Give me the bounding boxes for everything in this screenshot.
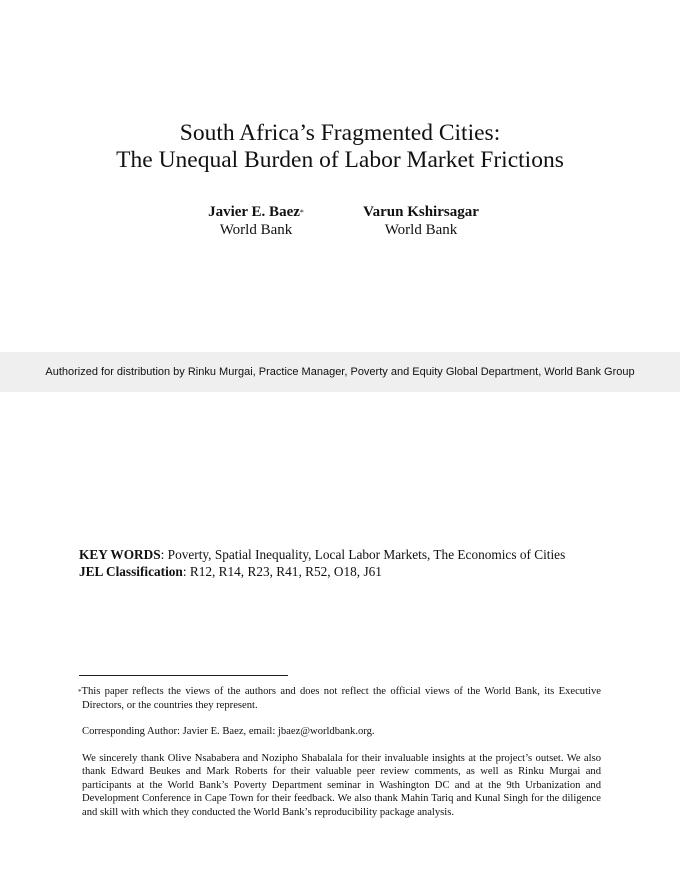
footnote-acknowledgements: We sincerely thank Olive Nsababera and Nozipho Shabalala for their invaluable insights at the project’s outset. We also thank Edward Beukes and Mark Roberts for their valuable peer review comments, as well as Rinku Murgai and participants at the World Bank’s Poverty Department seminar in Washington DC and at the 9th Urbanization and Development Conference in Cape Town for their feedback. We also thank Mahin Tariq and Kunal Singh for the diligence and skill with which they conducted the World Bank’s reproducibility package analysis. [82,752,601,818]
author-2-affiliation: World Bank [384,222,458,238]
keywords-row [79,546,639,563]
jel-value: : R12, R14, R23, R41, R52, O18, J61 [182,564,382,579]
disclaimer-text: This paper reflects the views of the authors and does not reflect the official views of the World Bank, its Executive Directors, or the countries they represent. [81,686,601,711]
author-1-name: Javier E. Baez [208,204,300,220]
author-block [0,203,680,243]
keywords-label: KEY WORDS [79,547,161,562]
distribution-text: Authorized for distribution by Rinku Murgai, Practice Manager, Poverty and Equity Global Department, World Bank Group [45,366,635,378]
distribution-banner [0,352,680,392]
author-1-footnote-mark: * [299,208,304,217]
keywords-value: : Poverty, Spatial Inequality, Local Labor Markets, The Economics of Cities [160,547,566,562]
footnotes [78,685,601,832]
author-2-name: Varun Kshirsagar [363,204,479,220]
jel-row [79,563,639,580]
keywords-block [79,546,639,580]
title-line-1: South Africa’s Fragmented Cities: [179,120,501,146]
footnote-disclaimer [78,685,601,712]
author-2 [352,203,490,239]
footnote-mark: * [78,688,82,696]
footnote-corresponding: Corresponding Author: Javier E. Baez, email: jbaez@worldbank.org. [82,726,375,737]
author-1-affiliation: World Bank [219,222,293,238]
title-line-2: The Unequal Burden of Labor Market Frictions [116,147,564,173]
author-1-name-line [198,203,314,221]
paper-title [0,120,680,174]
footnote-divider [79,675,288,676]
jel-label: JEL Classification [79,564,183,579]
author-1 [198,203,314,239]
